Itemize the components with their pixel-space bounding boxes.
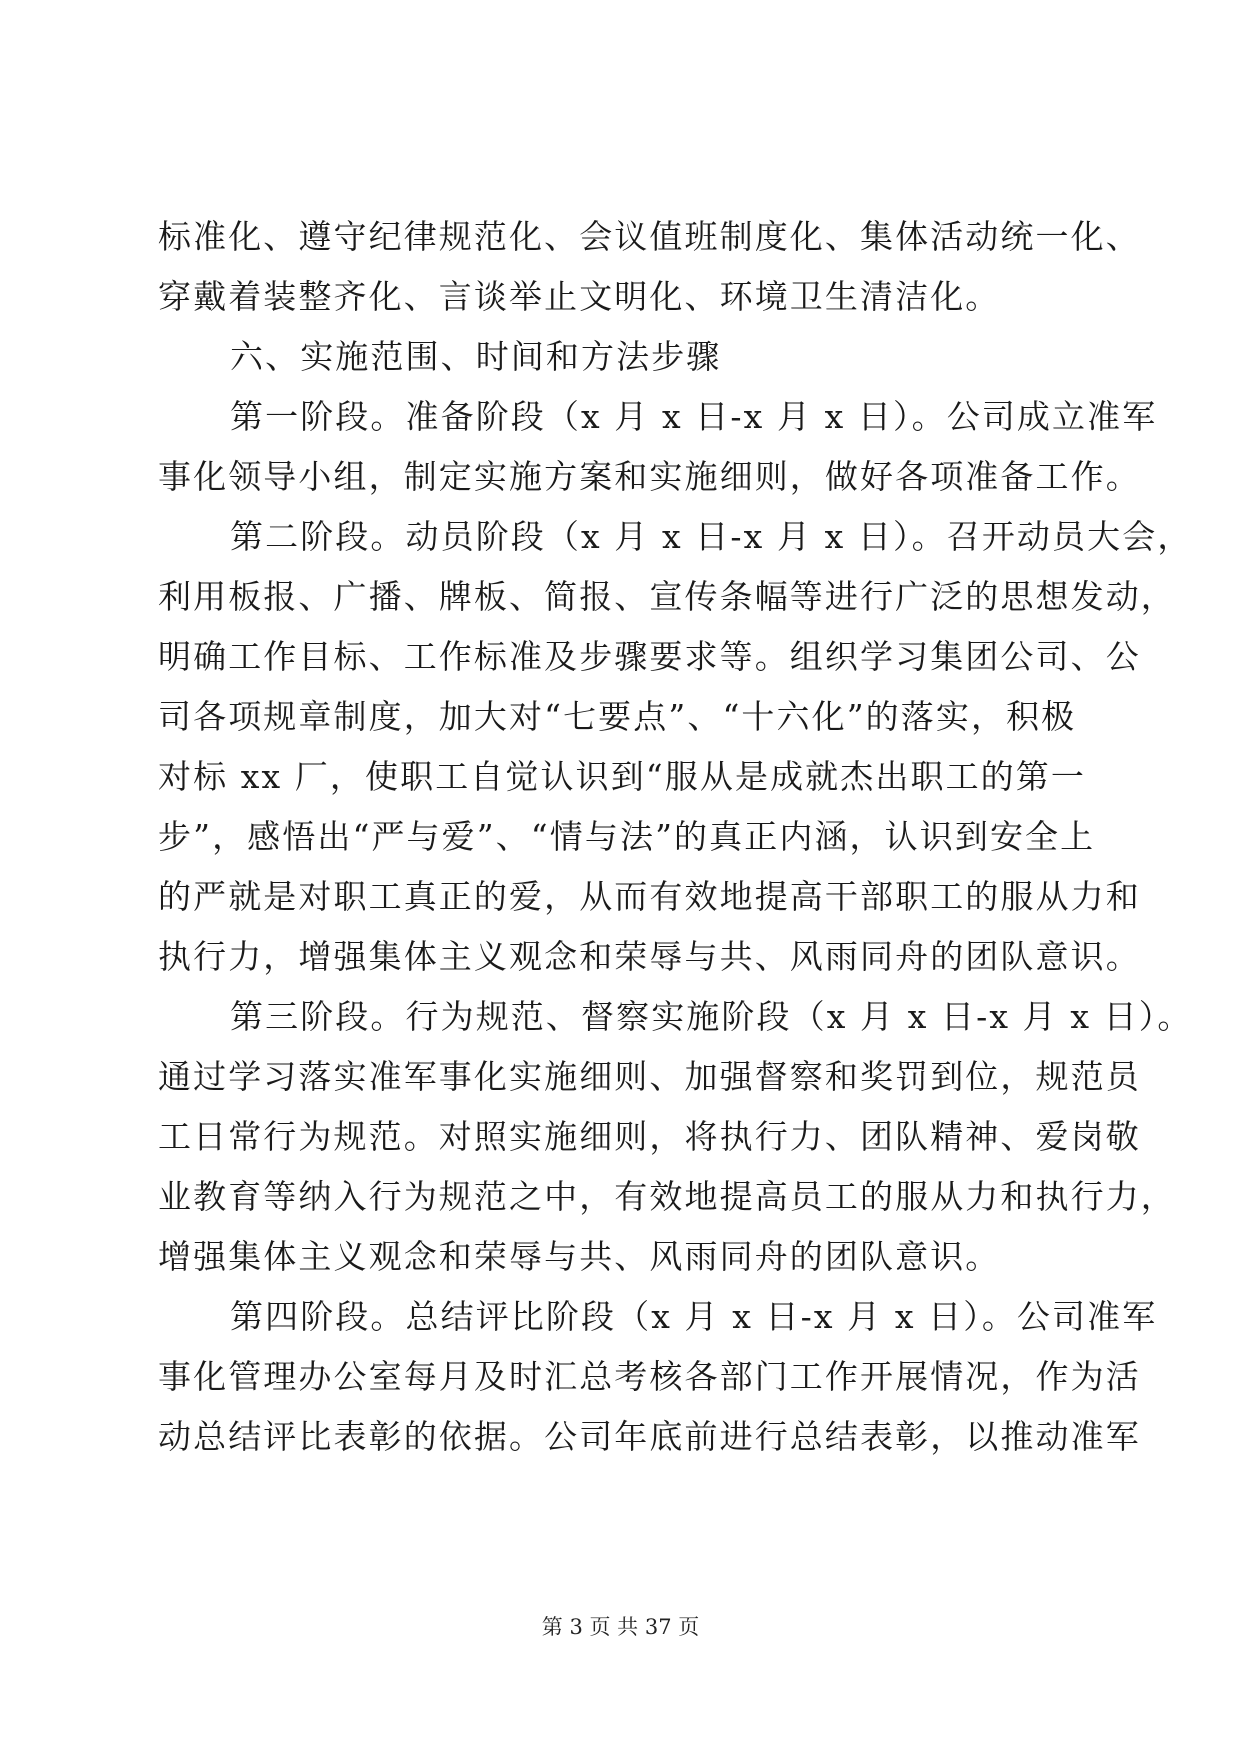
- text-line: 步”，感悟出“严与爱”、“情与法”的真正内涵，认识到安全上: [158, 817, 1096, 856]
- text-line: 工日常行为规范。对照实施细则，将执行力、团队精神、爱岗敬: [158, 1117, 1141, 1156]
- text-line: 司各项规章制度，加大对“七要点”、“十六化”的落实，积极: [158, 697, 1077, 736]
- text-line: 标准化、遵守纪律规范化、会议值班制度化、集体活动统一化、: [158, 217, 1141, 256]
- text-line: 通过学习落实准军事化实施细则、加强督察和奖罚到位，规范员: [158, 1057, 1141, 1096]
- text-line: 事化领导小组，制定实施方案和实施细则，做好各项准备工作。: [158, 457, 1141, 496]
- text-line: 的严就是对职工真正的爱，从而有效地提高干部职工的服从力和: [158, 877, 1141, 916]
- text-line: 事化管理办公室每月及时汇总考核各部门工作开展情况，作为活: [158, 1357, 1141, 1396]
- text-line: 增强集体主义观念和荣辱与共、风雨同舟的团队意识。: [158, 1237, 1001, 1276]
- text-line: 对标 xx 厂，使职工自觉认识到“服从是成就杰出职工的第一: [158, 757, 1086, 796]
- text-line: 第一阶段。准备阶段（x 月 x 日-x 月 x 日）。公司成立准军: [230, 397, 1158, 436]
- page-number-footer: 第 3 页 共 37 页: [541, 1615, 700, 1639]
- text-line: 利用板报、广播、牌板、简报、宣传条幅等进行广泛的思想发动，: [158, 577, 1176, 616]
- text-line: 执行力，增强集体主义观念和荣辱与共、风雨同舟的团队意识。: [158, 937, 1141, 976]
- text-line: 第四阶段。总结评比阶段（x 月 x 日-x 月 x 日）。公司准军: [230, 1297, 1158, 1336]
- text-line: 第二阶段。动员阶段（x 月 x 日-x 月 x 日）。召开动员大会，: [230, 517, 1193, 556]
- text-line: 动总结评比表彰的依据。公司年底前进行总结表彰，以推动准军: [158, 1417, 1141, 1456]
- text-line: 第三阶段。行为规范、督察实施阶段（x 月 x 日-x 月 x 日）。: [230, 997, 1193, 1036]
- document-body: [158, 207, 1193, 1467]
- text-line: 业教育等纳入行为规范之中，有效地提高员工的服从力和执行力，: [158, 1177, 1176, 1216]
- text-line: 明确工作目标、工作标准及步骤要求等。组织学习集团公司、公: [158, 637, 1141, 676]
- section-heading: 六、实施范围、时间和方法步骤: [230, 337, 722, 376]
- text-line: 穿戴着装整齐化、言谈举止文明化、环境卫生清洁化。: [158, 277, 1001, 316]
